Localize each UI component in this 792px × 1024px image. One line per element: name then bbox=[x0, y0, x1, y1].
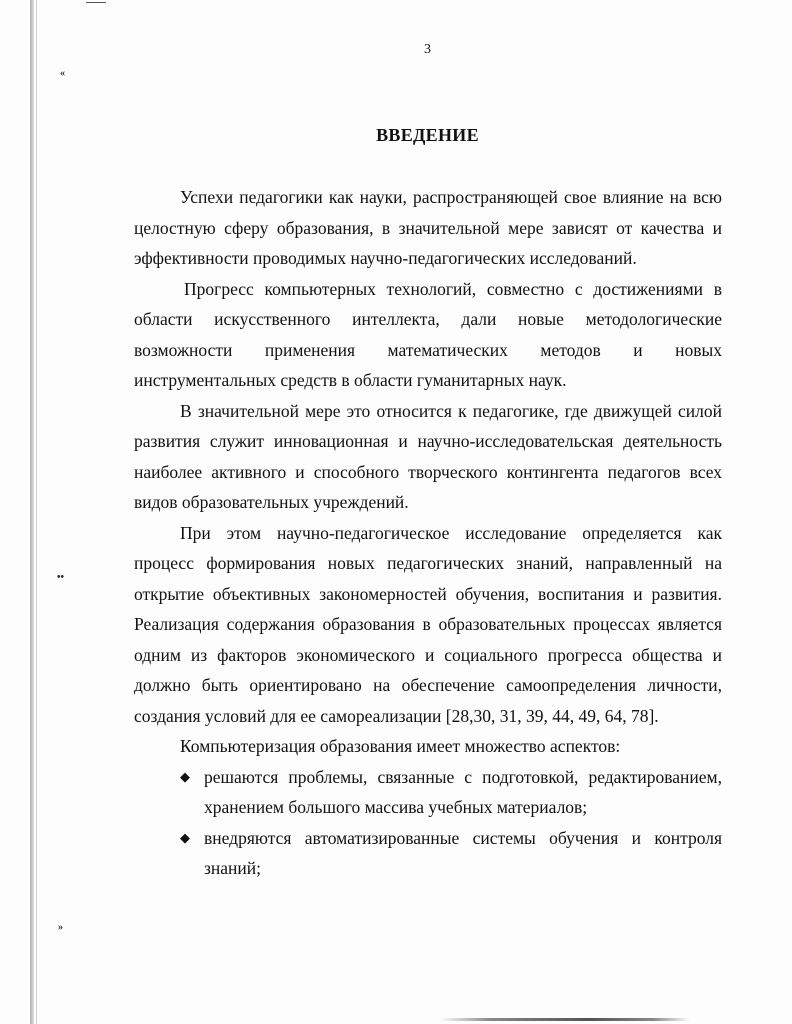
paragraph: Успехи педагогики как науки, распространяющей свое влияние на всю целостную сферу образования, в значительной мере зависят от качества и эффективности проводимых научно-педагогических исследований. bbox=[134, 187, 722, 268]
bullet-list bbox=[134, 762, 722, 884]
margin-mark: » bbox=[58, 922, 63, 933]
scan-edge-shadow bbox=[30, 0, 34, 1024]
list-item-text: внедряются автоматизированные системы обучения и контроля знаний; bbox=[204, 827, 722, 878]
diamond-bullet-icon: ◆ bbox=[180, 829, 190, 845]
margin-mark: •• bbox=[57, 572, 65, 583]
list-item-text: решаются проблемы, связанные с подготовкой, редактированием, хранением большого массива учебных материалов; bbox=[204, 766, 722, 817]
paragraph: Прогресс компьютерных технологий, совместно с достижениями в области искусственного интеллекта, дали новые методологические возможности применения математических методов и новых инструментальных средств в области гуманитарных наук. bbox=[134, 278, 722, 390]
scan-edge-line bbox=[36, 0, 37, 1024]
list-item bbox=[134, 762, 722, 823]
diamond-bullet-icon: ◆ bbox=[180, 768, 190, 784]
page-number: 3 bbox=[424, 42, 431, 57]
scan-artifact-bottom bbox=[440, 1018, 690, 1021]
body-text bbox=[134, 182, 722, 884]
paragraph: В значительной мере это относится к педагогике, где движущей силой развития служит инновационная и научно-исследовательская деятельность наиболее активного и способного творческого контингента педагогов всех видов образовательных учреждений. bbox=[134, 400, 722, 512]
margin-mark: « bbox=[60, 68, 65, 79]
list-item bbox=[134, 823, 722, 884]
paragraph: При этом научно-педагогическое исследование определяется как процесс формирования новых педагогических знаний, направленный на открытие объективных закономерностей обучения, воспитания и развития. Реализация содержания образования в образовательных процессах является одним из факторов экономического и социального прогресса общества и должно быть ориентировано на обеспечение самоопределения личности, создания условий для ее самореализации [28,30, 31, 39, 44, 49, 64, 78]. bbox=[134, 522, 722, 726]
page-title: ВВЕДЕНИЕ bbox=[376, 125, 479, 145]
paragraph: Компьютеризация образования имеет множество аспектов: bbox=[180, 736, 621, 756]
scan-artifact bbox=[86, 2, 106, 3]
